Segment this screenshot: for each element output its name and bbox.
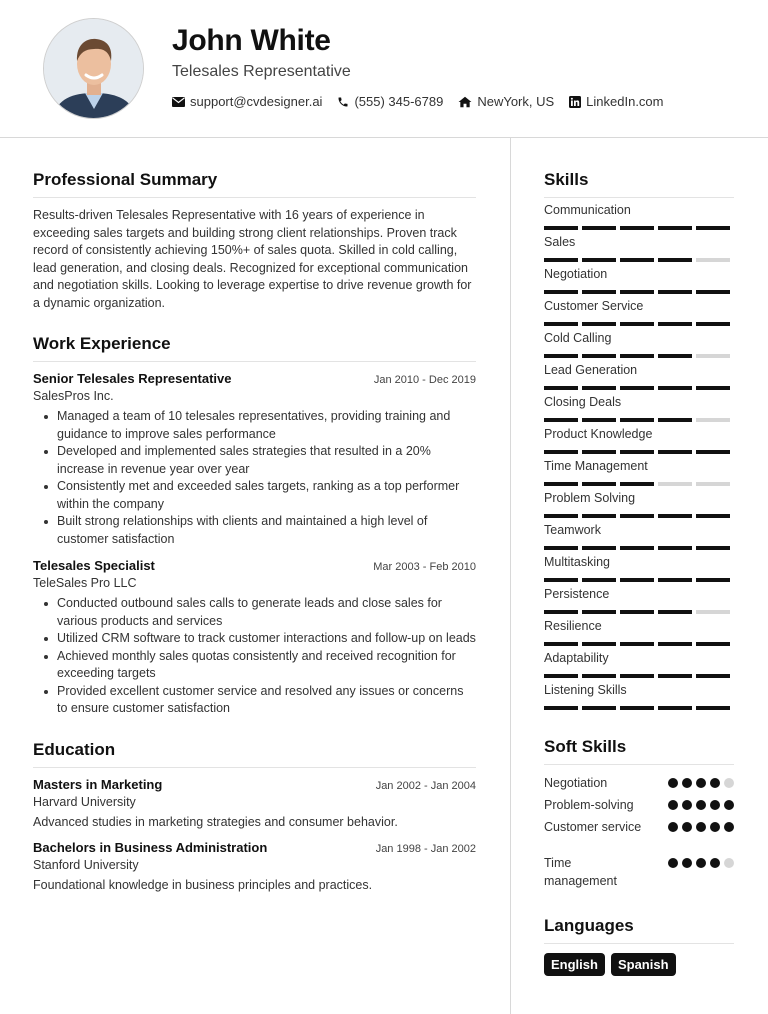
skill-item [544, 555, 734, 587]
skill-rating-segment [696, 610, 730, 614]
skill-rating-segment [620, 578, 654, 582]
job-date: Jan 2010 - Dec 2019 [373, 374, 476, 386]
job-company: TeleSales Pro LLC [33, 576, 137, 590]
education-school: Harvard University [33, 794, 136, 809]
skill-item [544, 619, 734, 651]
skill-rating-segment [620, 514, 654, 518]
skill-rating-segment [620, 610, 654, 614]
skill-rating-bars [544, 284, 734, 294]
skill-rating-segment [582, 418, 616, 422]
skill-name: Negotiation [544, 267, 608, 281]
skill-rating-segment [620, 674, 654, 678]
soft-skill-rating-dot [668, 800, 678, 810]
skill-name: Cold Calling [544, 331, 612, 345]
skill-rating-bars [544, 220, 734, 230]
job-bullets [33, 595, 476, 718]
skill-rating-segment [620, 322, 654, 326]
languages-list [544, 953, 734, 976]
experience-section [33, 334, 476, 718]
education-description: Foundational knowledge in business principles and practices. [33, 877, 373, 892]
skill-rating-segment [620, 258, 654, 262]
job-role: Senior Telesales Representative [33, 371, 232, 386]
languages-section [544, 916, 734, 976]
education-date: Jan 2002 - Jan 2004 [375, 779, 476, 792]
skill-name: Resilience [544, 619, 602, 633]
soft-skill-rating-dot [668, 778, 678, 788]
soft-skill-item [544, 854, 734, 890]
skill-name: Closing Deals [544, 395, 622, 409]
soft-skill-rating-dot [724, 822, 734, 832]
soft-skill-rating-dot [696, 822, 706, 832]
summary-heading: Professional Summary [33, 170, 476, 198]
skill-rating-segment [658, 386, 692, 390]
job-bullets [33, 408, 476, 548]
language-badge: English [544, 953, 605, 976]
skill-rating-bars [544, 412, 734, 422]
skill-rating-segment [696, 258, 730, 262]
soft-skill-name: Problem-solving [544, 798, 634, 812]
education-entry [33, 777, 476, 829]
soft-skill-rating-dot [710, 822, 720, 832]
summary-text: Results-driven Telesales Representative with 16 years of experience in exceeding sales targets and building strong client relationships. Proven track record of consistently achieving 150%+ of sales quota. Skilled in cold calling, lead generation, and closing deals. Recognized for exceptional communication and negotiation skills. Looking to leverage expertise to drive revenue growth for a dynamic organization. [33, 208, 472, 310]
soft-skill-name: Negotiation [544, 776, 608, 790]
skill-rating-segment [582, 450, 616, 454]
candidate-title: Telesales Representative [172, 63, 351, 80]
skill-name: Persistence [544, 587, 610, 601]
candidate-name: John White [172, 24, 331, 57]
skill-item [544, 427, 734, 459]
skill-item [544, 587, 734, 619]
job-bullet: Developed and implemented sales strategies that resulted in a 20% increase in revenue year over year [33, 443, 476, 478]
skill-rating-segment [696, 674, 730, 678]
skill-item [544, 267, 734, 299]
skill-item [544, 395, 734, 427]
contact-linkedin[interactable] [569, 94, 663, 109]
skill-rating-bars [544, 540, 734, 550]
skill-rating-segment [582, 610, 616, 614]
column-divider [510, 138, 511, 1014]
job-bullet: Provided excellent customer service and resolved any issues or concerns to ensure customer satisfaction [33, 683, 476, 718]
soft-skill-rating-dot [668, 858, 678, 868]
soft-skill-rating-dot [724, 800, 734, 810]
skills-heading: Skills [544, 170, 734, 198]
skill-name: Teamwork [544, 523, 601, 537]
education-degree: Bachelors in Business Administration [33, 839, 268, 855]
skill-name: Communication [544, 203, 631, 217]
skill-rating-segment [696, 514, 730, 518]
skill-name: Product Knowledge [544, 427, 653, 441]
soft-skill-name: Customer service [544, 820, 642, 834]
job-bullet: Utilized CRM software to track customer interactions and follow-up on leads [33, 630, 476, 648]
soft-skill-rating-dot [724, 858, 734, 868]
skill-rating-bars [544, 604, 734, 614]
soft-skill-item [544, 818, 734, 836]
skill-rating-segment [582, 578, 616, 582]
skill-rating-segment [582, 642, 616, 646]
soft-skill-rating-dot [668, 822, 678, 832]
skill-rating-segment [544, 546, 578, 550]
skill-name: Listening Skills [544, 683, 627, 697]
soft-skill-rating-dot [696, 858, 706, 868]
job-bullet: Achieved monthly sales quotas consistently and received recognition for exceeding targets [33, 648, 476, 683]
skill-rating-segment [544, 610, 578, 614]
skill-rating-segment [582, 706, 616, 710]
skill-rating-segment [696, 322, 730, 326]
contact-email[interactable] [172, 94, 322, 109]
soft-skill-rating [668, 796, 734, 810]
soft-skills-section [544, 737, 734, 890]
education-entry [33, 840, 476, 892]
skill-item [544, 235, 734, 267]
skill-item [544, 523, 734, 555]
skill-name: Problem Solving [544, 491, 636, 505]
skill-rating-segment [544, 482, 578, 486]
skill-rating-bars [544, 348, 734, 358]
home-icon [458, 96, 472, 108]
skill-rating-segment [582, 226, 616, 230]
education-school: Stanford University [33, 857, 139, 872]
soft-skill-rating-dot [724, 778, 734, 788]
skill-rating-bars [544, 476, 734, 486]
contact-bar [172, 94, 679, 109]
skill-rating-segment [620, 546, 654, 550]
soft-skill-rating-dot [710, 858, 720, 868]
skill-rating-segment [620, 226, 654, 230]
job-date: Mar 2003 - Feb 2010 [373, 561, 476, 573]
soft-skill-rating-dot [696, 800, 706, 810]
skill-rating-segment [544, 322, 578, 326]
skill-rating-segment [696, 290, 730, 294]
skill-name: Time Management [544, 459, 648, 473]
skill-item [544, 683, 734, 715]
profile-photo-illustration [44, 19, 144, 119]
skill-rating-segment [544, 290, 578, 294]
education-description: Advanced studies in marketing strategies and consumer behavior. [33, 814, 398, 829]
skill-rating-segment [696, 578, 730, 582]
experience-heading: Work Experience [33, 334, 476, 362]
soft-skill-rating-dot [710, 778, 720, 788]
skill-rating-segment [696, 418, 730, 422]
skill-rating-segment [658, 482, 692, 486]
contact-linkedin-text: LinkedIn.com [586, 94, 664, 109]
skill-name: Customer Service [544, 299, 644, 313]
skill-rating-segment [658, 418, 692, 422]
contact-phone[interactable] [337, 94, 443, 109]
soft-skill-rating [668, 774, 734, 788]
skill-rating-segment [544, 418, 578, 422]
skill-rating-bars [544, 444, 734, 454]
skill-rating-segment [658, 642, 692, 646]
skill-rating-segment [658, 290, 692, 294]
job-bullet: Consistently met and exceeded sales targets, ranking as a top performer within the company [33, 478, 476, 513]
skill-rating-segment [620, 642, 654, 646]
skill-rating-segment [620, 418, 654, 422]
skill-rating-segment [696, 226, 730, 230]
soft-skill-rating-dot [682, 778, 692, 788]
skill-name: Multitasking [544, 555, 610, 569]
job-bullet: Managed a team of 10 telesales representatives, providing training and guidance to improve sales performance [33, 408, 476, 443]
sidebar-column [544, 170, 734, 976]
skill-rating-segment [582, 258, 616, 262]
skill-rating-segment [544, 450, 578, 454]
soft-skill-rating-dot [682, 800, 692, 810]
skill-rating-segment [658, 450, 692, 454]
skill-rating-bars [544, 636, 734, 646]
job-entry [33, 558, 476, 718]
education-heading: Education [33, 740, 476, 768]
skill-rating-segment [696, 386, 730, 390]
soft-skill-rating [668, 818, 734, 832]
language-badge: Spanish [611, 953, 676, 976]
linkedin-icon [569, 96, 581, 108]
skill-rating-segment [658, 610, 692, 614]
languages-heading: Languages [544, 916, 734, 944]
skill-rating-bars [544, 252, 734, 262]
contact-phone-text: (555) 345-6789 [354, 94, 444, 109]
soft-skill-rating-dot [682, 822, 692, 832]
skill-rating-bars [544, 316, 734, 326]
skill-item [544, 459, 734, 491]
skill-rating-segment [582, 514, 616, 518]
skill-item [544, 651, 734, 683]
skill-rating-segment [544, 706, 578, 710]
envelope-icon [172, 97, 185, 107]
soft-skill-rating-dot [682, 858, 692, 868]
profile-photo [43, 18, 144, 119]
skill-rating-segment [658, 546, 692, 550]
skill-rating-segment [582, 482, 616, 486]
skill-rating-segment [696, 482, 730, 486]
skill-rating-segment [658, 258, 692, 262]
soft-skill-rating-dot [696, 778, 706, 788]
skill-rating-segment [658, 226, 692, 230]
skill-name: Sales [544, 235, 576, 249]
skill-rating-segment [582, 546, 616, 550]
skill-rating-segment [544, 226, 578, 230]
skill-rating-segment [620, 290, 654, 294]
skill-rating-segment [696, 354, 730, 358]
skill-rating-bars [544, 572, 734, 582]
soft-skill-rating-dot [710, 800, 720, 810]
skill-item [544, 491, 734, 523]
skill-rating-segment [544, 642, 578, 646]
skill-rating-segment [658, 578, 692, 582]
skill-rating-segment [582, 674, 616, 678]
skill-rating-segment [658, 354, 692, 358]
skill-item [544, 331, 734, 363]
job-company: SalesPros Inc. [33, 389, 114, 403]
main-column [33, 170, 476, 903]
skill-rating-bars [544, 668, 734, 678]
soft-skill-name: Time management [544, 856, 617, 888]
skill-rating-segment [658, 706, 692, 710]
skill-rating-segment [696, 642, 730, 646]
soft-skill-rating [668, 854, 734, 868]
summary-section [33, 170, 476, 312]
skill-rating-segment [544, 258, 578, 262]
contact-location-text: NewYork, US [477, 94, 555, 109]
skill-rating-segment [696, 450, 730, 454]
education-section [33, 740, 476, 892]
skill-rating-segment [544, 354, 578, 358]
skill-rating-segment [582, 354, 616, 358]
skill-name: Adaptability [544, 651, 609, 665]
skill-rating-segment [620, 354, 654, 358]
skill-rating-bars [544, 700, 734, 710]
resume-header [0, 0, 768, 138]
soft-skills-heading: Soft Skills [544, 737, 734, 765]
skill-name: Lead Generation [544, 363, 638, 377]
skill-rating-segment [582, 386, 616, 390]
skill-rating-segment [658, 674, 692, 678]
skills-list [544, 203, 734, 715]
skill-rating-segment [620, 450, 654, 454]
job-role: Telesales Specialist [33, 558, 155, 573]
skill-rating-segment [582, 290, 616, 294]
skill-rating-segment [658, 322, 692, 326]
job-bullet: Conducted outbound sales calls to generate leads and close sales for various products and services [33, 595, 476, 630]
skill-rating-segment [582, 322, 616, 326]
phone-icon [337, 96, 349, 108]
skill-item [544, 299, 734, 331]
skill-rating-segment [544, 578, 578, 582]
skill-item [544, 203, 734, 235]
skill-item [544, 363, 734, 395]
skill-rating-segment [620, 386, 654, 390]
job-bullet: Built strong relationships with clients and maintained a high level of customer satisfaction [33, 513, 476, 548]
skill-rating-segment [620, 706, 654, 710]
contact-location [458, 94, 554, 109]
education-date: Jan 1998 - Jan 2002 [375, 842, 476, 855]
skill-rating-segment [696, 546, 730, 550]
skill-rating-segment [544, 514, 578, 518]
job-entry [33, 371, 476, 548]
skill-rating-segment [544, 386, 578, 390]
soft-skill-item [544, 796, 734, 814]
skill-rating-segment [544, 674, 578, 678]
skills-section [544, 170, 734, 715]
education-degree: Masters in Marketing [33, 776, 163, 792]
skill-rating-segment [658, 514, 692, 518]
skill-rating-bars [544, 380, 734, 390]
skill-rating-bars [544, 508, 734, 518]
skill-rating-segment [696, 706, 730, 710]
soft-skill-item [544, 774, 734, 792]
contact-email-text: support@cvdesigner.ai [190, 94, 323, 109]
skill-rating-segment [620, 482, 654, 486]
